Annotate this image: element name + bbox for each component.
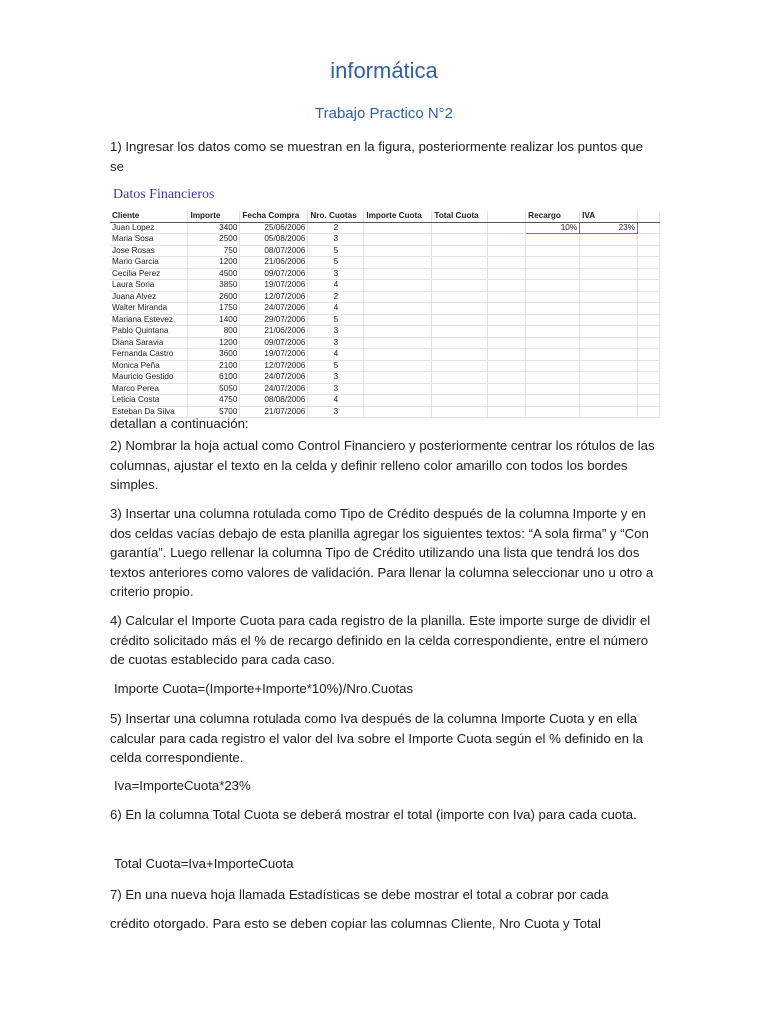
cell-importe: 4500 xyxy=(188,268,240,280)
cell-importe: 5050 xyxy=(188,383,240,395)
cell-importe-cuota xyxy=(364,234,432,246)
cell-cliente: Mariana Estevez xyxy=(110,314,188,326)
cell-total-cuota xyxy=(432,372,488,384)
cell-cuotas: 2 xyxy=(308,222,364,234)
spreadsheet-empty-cell xyxy=(580,314,638,326)
cell-total-cuota xyxy=(432,326,488,338)
cell-importe-cuota xyxy=(364,291,432,303)
table-row xyxy=(110,303,660,315)
cell-cliente: Pablo Quintana xyxy=(110,326,188,338)
cell-recargo-value: 10% xyxy=(526,222,580,234)
spreadsheet-empty-cell xyxy=(637,257,659,269)
cell-importe-cuota xyxy=(364,360,432,372)
spreadsheet-empty-cell xyxy=(526,234,580,246)
cell-importe: 3850 xyxy=(188,280,240,292)
cell-cliente: Maria Sosa xyxy=(110,234,188,246)
spreadsheet-empty-cell xyxy=(488,372,526,384)
cell-importe: 800 xyxy=(188,326,240,338)
cell-iva-value: 23% xyxy=(580,222,638,234)
spreadsheet-header-cell: Cliente xyxy=(110,211,188,222)
spreadsheet-empty-cell xyxy=(580,326,638,338)
cell-fecha: 24/07/2006 xyxy=(240,303,308,315)
cell-cliente: Laura Soria xyxy=(110,280,188,292)
cell-cliente: Mauricio Gestido xyxy=(110,372,188,384)
cell-importe: 5700 xyxy=(188,406,240,418)
spreadsheet-empty-cell xyxy=(526,291,580,303)
cell-importe-cuota xyxy=(364,349,432,361)
cell-total-cuota xyxy=(432,245,488,257)
cell-importe: 6100 xyxy=(188,372,240,384)
table-row xyxy=(110,234,660,246)
spreadsheet-grid xyxy=(110,211,660,418)
spreadsheet-empty-cell xyxy=(488,326,526,338)
spreadsheet-header-cell: Fecha Compra xyxy=(240,211,308,222)
table-row xyxy=(110,337,660,349)
spreadsheet-empty-cell xyxy=(488,280,526,292)
cell-fecha: 09/07/2006 xyxy=(240,337,308,349)
paragraph-1b: detallan a continuación: xyxy=(110,416,249,431)
spreadsheet-empty-cell xyxy=(637,372,659,384)
cell-cuotas: 3 xyxy=(308,326,364,338)
cell-cliente: Marco Perea xyxy=(110,383,188,395)
cell-total-cuota xyxy=(432,303,488,315)
spreadsheet-header-cell: Importe Cuota xyxy=(364,211,432,222)
table-row xyxy=(110,372,660,384)
cell-importe-cuota xyxy=(364,257,432,269)
spreadsheet-empty-cell xyxy=(580,337,638,349)
spreadsheet-empty-cell xyxy=(580,349,638,361)
spreadsheet-header-cell: Total Cuota xyxy=(432,211,488,222)
cell-fecha: 25/06/2006 xyxy=(240,222,308,234)
paragraph-7a: 7) En una nueva hoja llamada Estadísticas se debe mostrar el total a cobrar por cada xyxy=(110,887,609,902)
table-row xyxy=(110,314,660,326)
spreadsheet-empty-cell xyxy=(637,234,659,246)
formula-total-cuota: Total Cuota=Iva+ImporteCuota xyxy=(114,856,294,871)
paragraph-3: 3) Insertar una columna rotulada como Tipo de Crédito después de la columna Importe y en dos celdas vacías debajo de esta planilla agregar los siguientes textos: “A sola firma” y “Con garantía”. Luego rellenar la columna Tipo de Crédito utilizando una lista que tendrá los dos textos anteriores como valores de validación. Para llenar la columna seleccionar uno u otro a criterio propio. xyxy=(110,506,654,599)
spreadsheet-header-cell: Nro. Cuotas xyxy=(308,211,364,222)
cell-fecha: 05/08/2006 xyxy=(240,234,308,246)
paragraph-7b: crédito otorgado. Para esto se deben copiar las columnas Cliente, Nro Cuota y Total xyxy=(110,916,601,931)
cell-importe-cuota xyxy=(364,337,432,349)
table-row xyxy=(110,222,660,234)
cell-importe-cuota xyxy=(364,222,432,234)
cell-fecha: 24/07/2006 xyxy=(240,383,308,395)
spreadsheet-empty-cell xyxy=(580,245,638,257)
spreadsheet-empty-cell xyxy=(580,360,638,372)
table-row xyxy=(110,280,660,292)
paragraph-5: 5) Insertar una columna rotulada como Iva después de la columna Importe Cuota y en ella calcular para cada registro el valor del Iva sobre el Importe Cuota según el % definido en la celda correspondiente. xyxy=(110,711,643,765)
cell-importe: 3400 xyxy=(188,222,240,234)
cell-cuotas: 3 xyxy=(308,406,364,418)
cell-importe: 2600 xyxy=(188,291,240,303)
spreadsheet-empty-cell xyxy=(488,383,526,395)
cell-fecha: 21/06/2006 xyxy=(240,257,308,269)
cell-total-cuota xyxy=(432,257,488,269)
cell-cliente: Esteban Da Silva xyxy=(110,406,188,418)
table-row xyxy=(110,326,660,338)
cell-fecha: 12/07/2006 xyxy=(240,291,308,303)
paragraph-6: 6) En la columna Total Cuota se deberá mostrar el total (importe con Iva) para cada cuota. xyxy=(110,807,637,822)
cell-cliente: Monica Peña xyxy=(110,360,188,372)
table-row xyxy=(110,245,660,257)
cell-total-cuota xyxy=(432,314,488,326)
paragraph-2: 2) Nombrar la hoja actual como Control Financiero y posteriormente centrar los rótulos de las columnas, ajustar el texto en la celda y definir relleno color amarillo con todos los bordes simples. xyxy=(110,438,655,492)
cell-importe: 2100 xyxy=(188,360,240,372)
cell-fecha: 19/07/2006 xyxy=(240,280,308,292)
cell-fecha: 09/07/2006 xyxy=(240,268,308,280)
cell-cuotas: 5 xyxy=(308,314,364,326)
cell-importe: 1200 xyxy=(188,337,240,349)
spreadsheet-empty-cell xyxy=(488,257,526,269)
cell-cuotas: 3 xyxy=(308,268,364,280)
cell-total-cuota xyxy=(432,291,488,303)
spreadsheet-empty-cell xyxy=(526,268,580,280)
cell-importe: 4750 xyxy=(188,395,240,407)
cell-cuotas: 2 xyxy=(308,291,364,303)
spreadsheet-empty-cell xyxy=(637,245,659,257)
cell-cuotas: 3 xyxy=(308,234,364,246)
document-title: informática xyxy=(330,58,438,83)
spreadsheet-empty-cell xyxy=(526,314,580,326)
table-row xyxy=(110,268,660,280)
cell-fecha: 21/07/2006 xyxy=(240,406,308,418)
spreadsheet-empty-cell xyxy=(526,372,580,384)
cell-importe: 1750 xyxy=(188,303,240,315)
spreadsheet-empty-cell xyxy=(526,383,580,395)
cell-total-cuota xyxy=(432,280,488,292)
cell-total-cuota xyxy=(432,268,488,280)
formula-iva: Iva=ImporteCuota*23% xyxy=(114,778,251,793)
spreadsheet-empty-cell xyxy=(526,257,580,269)
cell-cuotas: 5 xyxy=(308,360,364,372)
cell-cliente: Fernanda Castro xyxy=(110,349,188,361)
spreadsheet-empty-cell xyxy=(526,303,580,315)
spreadsheet-empty-cell xyxy=(488,268,526,280)
cell-importe-cuota xyxy=(364,268,432,280)
cell-importe: 1400 xyxy=(188,314,240,326)
cell-total-cuota xyxy=(432,360,488,372)
cell-fecha: 12/07/2006 xyxy=(240,360,308,372)
spreadsheet-empty-cell xyxy=(488,245,526,257)
cell-total-cuota xyxy=(432,383,488,395)
spreadsheet-empty-cell xyxy=(526,395,580,407)
cell-total-cuota xyxy=(432,349,488,361)
cell-cuotas: 4 xyxy=(308,303,364,315)
spreadsheet-empty-cell xyxy=(637,303,659,315)
cell-cliente: Diana Saravia xyxy=(110,337,188,349)
spreadsheet-empty-cell xyxy=(637,337,659,349)
cell-importe-cuota xyxy=(364,303,432,315)
cell-cuotas: 3 xyxy=(308,372,364,384)
spreadsheet-empty-cell xyxy=(637,291,659,303)
spreadsheet-empty-cell xyxy=(526,326,580,338)
spreadsheet-empty-cell xyxy=(488,222,526,234)
cell-importe-cuota xyxy=(364,280,432,292)
cell-fecha: 08/08/2006 xyxy=(240,395,308,407)
cell-cuotas: 3 xyxy=(308,383,364,395)
spreadsheet-empty-cell xyxy=(580,257,638,269)
spreadsheet-empty-cell xyxy=(526,349,580,361)
spreadsheet-empty-cell xyxy=(580,234,638,246)
spreadsheet-header-row xyxy=(110,211,660,222)
cell-importe-cuota xyxy=(364,326,432,338)
cell-cliente: Jose Rosas xyxy=(110,245,188,257)
cell-cuotas: 4 xyxy=(308,395,364,407)
cell-cuotas: 5 xyxy=(308,245,364,257)
cell-cliente: Mario Garcia xyxy=(110,257,188,269)
cell-total-cuota xyxy=(432,395,488,407)
cell-fecha: 21/06/2006 xyxy=(240,326,308,338)
table-row xyxy=(110,291,660,303)
cell-fecha: 29/07/2006 xyxy=(240,314,308,326)
document-subtitle: Trabajo Practico N°2 xyxy=(315,105,453,122)
spreadsheet-empty-cell xyxy=(637,268,659,280)
spreadsheet-empty-cell xyxy=(580,303,638,315)
spreadsheet-empty-cell xyxy=(637,349,659,361)
cell-cliente: Cecilia Perez xyxy=(110,268,188,280)
spreadsheet-empty-cell xyxy=(526,337,580,349)
cell-cuotas: 4 xyxy=(308,280,364,292)
cell-importe-cuota xyxy=(364,395,432,407)
cell-cliente: Leticia Costa xyxy=(110,395,188,407)
cell-total-cuota xyxy=(432,234,488,246)
spreadsheet-header-cell: Importe xyxy=(188,211,240,222)
cell-importe: 3600 xyxy=(188,349,240,361)
cell-total-cuota xyxy=(432,337,488,349)
paragraph-1a: 1) Ingresar los datos como se muestran en la figura, posteriormente realizar los puntos que se xyxy=(110,139,643,174)
spreadsheet-empty-cell xyxy=(637,222,659,234)
cell-fecha: 24/07/2006 xyxy=(240,372,308,384)
spreadsheet-empty-cell xyxy=(580,395,638,407)
table-row xyxy=(110,349,660,361)
table-row xyxy=(110,257,660,269)
spreadsheet-empty-cell xyxy=(488,291,526,303)
spreadsheet-empty-cell xyxy=(580,372,638,384)
spreadsheet-header-cell xyxy=(488,211,526,222)
cell-fecha: 19/07/2006 xyxy=(240,349,308,361)
spreadsheet-empty-cell xyxy=(580,280,638,292)
spreadsheet-empty-cell xyxy=(526,360,580,372)
cell-importe-cuota xyxy=(364,245,432,257)
spreadsheet-empty-cell xyxy=(637,326,659,338)
cell-cliente: Juan Lopez xyxy=(110,222,188,234)
spreadsheet-empty-cell xyxy=(488,303,526,315)
spreadsheet-empty-cell xyxy=(637,395,659,407)
spreadsheet-empty-cell xyxy=(637,280,659,292)
spreadsheet-empty-cell xyxy=(637,314,659,326)
cell-importe: 1200 xyxy=(188,257,240,269)
table-row xyxy=(110,395,660,407)
spreadsheet-empty-cell xyxy=(488,395,526,407)
cell-importe-cuota xyxy=(364,383,432,395)
spreadsheet-title: Datos Financieros xyxy=(113,187,215,202)
cell-importe: 750 xyxy=(188,245,240,257)
spreadsheet-empty-cell xyxy=(488,337,526,349)
spreadsheet-figure xyxy=(110,183,660,416)
spreadsheet-empty-cell xyxy=(526,245,580,257)
table-row xyxy=(110,383,660,395)
spreadsheet-empty-cell xyxy=(580,291,638,303)
spreadsheet-empty-cell xyxy=(580,383,638,395)
cell-total-cuota xyxy=(432,222,488,234)
spreadsheet-empty-cell xyxy=(637,211,659,222)
spreadsheet-empty-cell xyxy=(488,360,526,372)
spreadsheet-header-cell: Recargo xyxy=(526,211,580,222)
cell-fecha: 08/07/2006 xyxy=(240,245,308,257)
cell-importe-cuota xyxy=(364,314,432,326)
spreadsheet-empty-cell xyxy=(526,280,580,292)
table-row xyxy=(110,360,660,372)
cell-cuotas: 5 xyxy=(308,257,364,269)
spreadsheet-empty-cell xyxy=(580,268,638,280)
spreadsheet-empty-cell xyxy=(637,360,659,372)
cell-importe: 2500 xyxy=(188,234,240,246)
cell-cliente: Juana Alvez xyxy=(110,291,188,303)
spreadsheet-empty-cell xyxy=(488,234,526,246)
spreadsheet-empty-cell xyxy=(637,383,659,395)
spreadsheet-empty-cell xyxy=(488,314,526,326)
cell-cuotas: 4 xyxy=(308,349,364,361)
cell-cuotas: 3 xyxy=(308,337,364,349)
spreadsheet-header-cell: IVA xyxy=(580,211,638,222)
spreadsheet-empty-cell xyxy=(488,349,526,361)
paragraph-4: 4) Calcular el Importe Cuota para cada registro de la planilla. Este importe surge de dividir el crédito solicitado más el % de recargo definido en la celda correspondiente, entre el número de cuotas establecido para cada caso. xyxy=(110,613,651,667)
cell-importe-cuota xyxy=(364,372,432,384)
formula-importe-cuota: Importe Cuota=(Importe+Importe*10%)/Nro.Cuotas xyxy=(114,681,414,696)
cell-cliente: Walter Miranda xyxy=(110,303,188,315)
